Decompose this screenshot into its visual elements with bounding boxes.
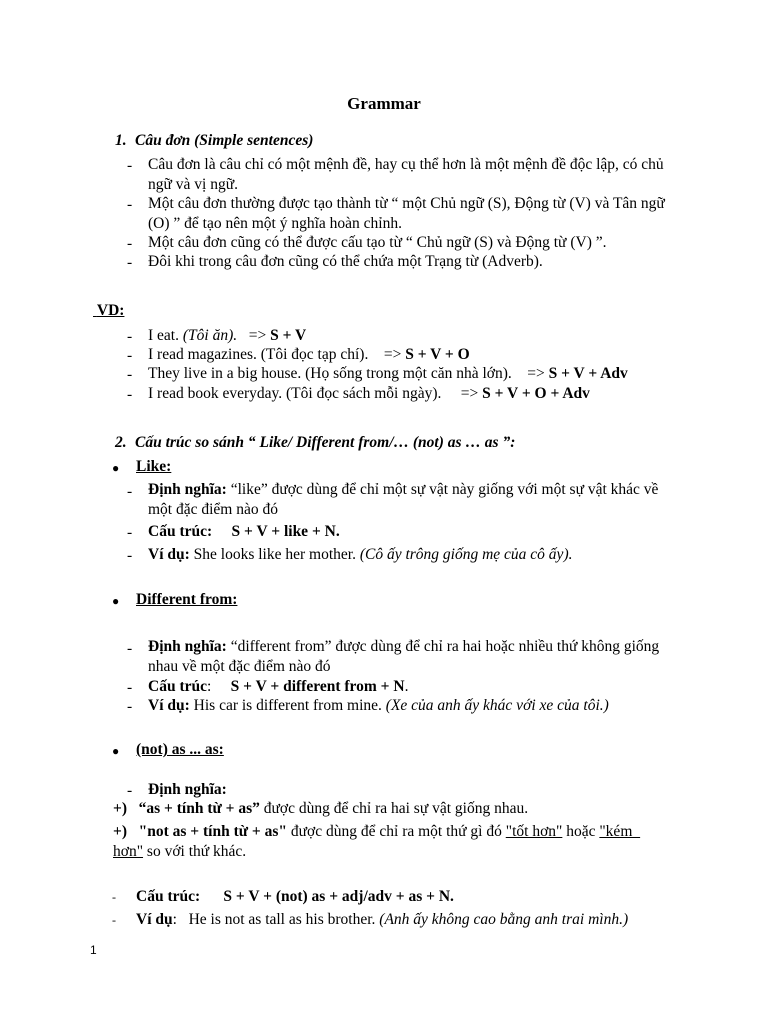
like-example: Ví dụ: She looks like her mother. (Cô ấy trông giống mẹ của cô ấy). [148,546,573,563]
like-label: Like: [136,458,172,475]
as-as-structure: Cấu trúc: S + V + (not) as + adj/adv + as + N. [136,888,454,905]
section-2-heading [115,434,515,452]
vd-example-2: I read magazines. (Tôi đọc tạp chí). => S + V + O [148,346,470,363]
section-2-number: 2. [115,434,127,451]
section-1-point-4: Đôi khi trong câu đơn cũng có thể chứa một Trạng từ (Adverb). [148,253,543,270]
different-from-label: Different from: [136,591,238,608]
vd-example-3: They live in a big house. (Họ sống trong một căn nhà lớn). => S + V + Adv [148,365,628,382]
bullet-icon: ● [112,594,120,608]
vd-example-1: I eat. (Tôi ăn). => S + V [148,327,307,344]
as-as-rule-2-line-1: +) "not as + tính từ + as" được dùng để chỉ ra một thứ gì đó "tốt hơn" hoặc "kém [113,823,641,840]
as-as-definition-label: Định nghĩa: [148,781,227,798]
different-definition: Định nghĩa: “different from” được dùng để chỉ ra hai hoặc nhiều thứ không giống nhau về một đặc điểm nào đó [148,638,660,675]
different-example: Ví dụ: His car is different from mine. (Xe của anh ấy khác với xe của tôi.) [148,697,609,714]
section-1-point-1: Câu đơn là câu chỉ có một mệnh đề, hay cụ thể hơn là một mệnh đề độc lập, có chủ ngữ và vị ngữ. [148,156,664,193]
section-1-heading [115,132,313,150]
bullet-icon: ● [112,744,120,758]
section-1-point-2: Một câu đơn thường được tạo thành từ “ một Chủ ngữ (S), Động từ (V) và Tân ngữ (O) ” để tạo nên một ý nghĩa hoàn chỉnh. [148,195,665,232]
as-as-rule-2-line-2: hơn" so với thứ khác. [113,843,247,860]
section-1-point-3: Một câu đơn cũng có thể được cấu tạo từ “ Chủ ngữ (S) và Động từ (V) ”. [148,234,607,251]
vd-example-4: I read book everyday. (Tôi đọc sách mỗi ngày). => S + V + O + Adv [148,385,590,402]
document-page: Grammar 1. Câu đơn (Simple sentences) - Câu đơn là câu chỉ có một mệnh đề, hay cụ thể hơn là một mệnh đề độc lập, có chủ ngữ và vị ngữ. - Một câu đơn thường được tạo thành từ “ một Chủ ngữ (S), Động từ (V) và Tân ngữ (O) ” để tạo nên một ý nghĩa hoàn chỉnh. - Một câu đơn cũng có thể được cấu tạo từ “ Chủ ngữ (S) và Động từ (V) ”. - Đôi khi trong câu đơn cũng có thể chứa một Trạng từ (Adverb). VD: - I eat. (Tôi ăn). => S + V - I read magazines. (Tôi đọc tạp chí). => S + V + O - They live in a big house. (Họ sống trong một căn nhà lớn). => S + V + Adv - I read book everyday. (Tôi đọc sách mỗi ngày). => S + V + O + Adv 2. Cấu trúc so sánh “ Like/ Different from/… (not) as … as ”: ● Like: - Định nghĩa: “like” được dùng để chỉ một sự vật này giống với một sự vật khác về một đặc điểm nào đó - Cấu trúc: S + V + like + N. - Ví dụ: She looks like her mother. (Cô ấy trông giống mẹ của cô ấy). ● Different from: - Định nghĩa: “different from” được dùng để chỉ ra hai hoặc nhiều thứ không giống nhau về một đặc điểm nào đó - Cấu trúc: S + V + different from + N. - Ví dụ: His car is different from mine. (Xe của anh ấy khác với xe của tôi.) ● (not) as ... as: - Định nghĩa: +) “as + tính từ + as” được dùng để chỉ ra hai sự vật giống nhau. +) "not as + tính từ + as" được dùng để chỉ ra một thứ gì đó "tốt hơn" hoặc "kém hơn" so với thứ khác. - Cấu trúc: S + V + (not) as + adj/adv + as + N. - Ví dụ: He is not as tall as his brother. (Anh ấy không cao bằng anh trai mình.) 1 [0,0,768,1024]
like-definition: Định nghĩa: “like” được dùng để chỉ một sự vật này giống với một sự vật khác về một đặc điểm nào đó [148,481,659,518]
page-title: Grammar [347,94,421,113]
as-as-label: (not) as ... as: [136,741,224,758]
page-number: 1 [90,943,97,957]
as-as-example: Ví dụ: He is not as tall as his brother. (Anh ấy không cao bằng anh trai mình.) [136,911,629,928]
bullet-icon: ● [112,461,120,475]
section-1-title: Câu đơn (Simple sentences) [135,132,314,149]
different-structure: Cấu trúc: S + V + different from + N. [148,678,409,695]
section-1-number: 1. [115,132,127,149]
as-as-rule-1: +) “as + tính từ + as” được dùng để chỉ ra hai sự vật giống nhau. [113,800,529,817]
like-structure: Cấu trúc: S + V + like + N. [148,523,340,540]
vd-label: VD: [96,302,125,319]
section-2-title: Cấu trúc so sánh “ Like/ Different from/… (not) as … as ”: [135,434,516,451]
